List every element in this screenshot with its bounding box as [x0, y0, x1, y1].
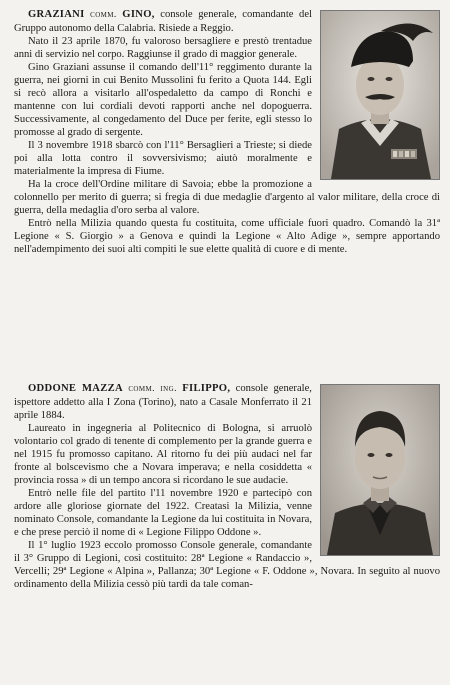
person-surname: ODDONE MAZZA	[28, 383, 123, 394]
paragraph: Entrò nelle file del partito l'11 novembre 1920 e partecipò con ardore alle gloriose giornate del 1922. Creatasi la Milizia, venne nominato Console, comandante la Legione da lui costituita in Novara, e che prese perciò il nome di « Legione Filippo Oddone ».	[14, 488, 312, 538]
intro-text: console generale, ispettore addetto alla I Zona (Torino), nato a Casale Monferrato il 21 aprile 1884.	[14, 383, 312, 421]
paragraph: Il 1° luglio 1923 eccolo promosso Console generale, comandante il 3° Gruppo di Legioni, così costituito: 28ª Legione « Randaccio », Vercelli; 29ª Legione « Alpina », Pallanza; 30ª Legione « F. Oddone », Novara. In seguito al nuovo ordinamento della Milizia cessò più tardi da tale coman-	[14, 540, 440, 590]
paragraph: Ha la croce dell'Ordine militare di Savoia; ebbe la promozione a colonnello per merito di guerra; si fregia di due medaglie d'argento al valor militare, della croce di guerra, della medaglia d'oro serba al valore.	[14, 179, 440, 216]
portrait-photo-oddone-mazza	[320, 384, 440, 556]
paragraph: Laureato in ingegneria al Politecnico di Bologna, si arruolò volontario col grado di tenente di complemento per la grande guerra e nel 1915 fu promosso capitano. Al ritorno fu dei più audaci nel far fronte al bolscevismo che a Novara imperava; e nella cosiddetta « provincia rossa » di un tempo ancora si ricordano le sue audacie.	[14, 423, 312, 486]
paragraph: Nato il 23 aprile 1870, fu valoroso bersagliere e prestò trentadue anni di servizio nel corpo. Raggiunse il grado di maggior generale.	[14, 36, 312, 60]
person-title: comm. ing.	[128, 384, 177, 394]
paragraph: Entrò nella Milizia quando questa fu costituita, come ufficiale fuori quadro. Comandò la 31ª Legione « S. Giorgio » a Genova e quindi la Legione « Alto Adige », sempre apportando nell'adempimento dei suoi alti compiti le sue elette qualità di cuore e di mente.	[14, 218, 440, 255]
person-given-name: GINO,	[122, 9, 155, 20]
person-title: comm.	[90, 10, 117, 20]
paragraph: Il 3 novembre 1918 sbarcò con l'11° Bersaglieri a Trieste; si diede poi alla lotta contro il sovversivismo; aiutò moralmente e materialmente la impresa di Fiume.	[14, 140, 312, 177]
paragraph: Gino Graziani assunse il comando dell'11° reggimento durante la guerra, nei giorni in cui Benito Mussolini fu ferito a Quota 144. Egli si recò allora a visitarlo all'ospedaletto da campo di Ronchi e mantenne con lui cordiali devoti rapporti anche nel dopoguerra. Successivamente, al congedamento del Duce per ferite, egli stesso lo promosse al grado di sergente.	[14, 62, 312, 138]
biography-entry-oddone-mazza	[14, 382, 440, 591]
person-surname: GRAZIANI	[28, 9, 85, 20]
person-given-name: FILIPPO,	[182, 383, 231, 394]
portrait-photo-graziani	[320, 10, 440, 180]
biography-entry-graziani	[14, 8, 440, 256]
intro-text: console generale, comandante del Gruppo autonomo della Calabria. Risiede a Reggio.	[14, 9, 312, 34]
